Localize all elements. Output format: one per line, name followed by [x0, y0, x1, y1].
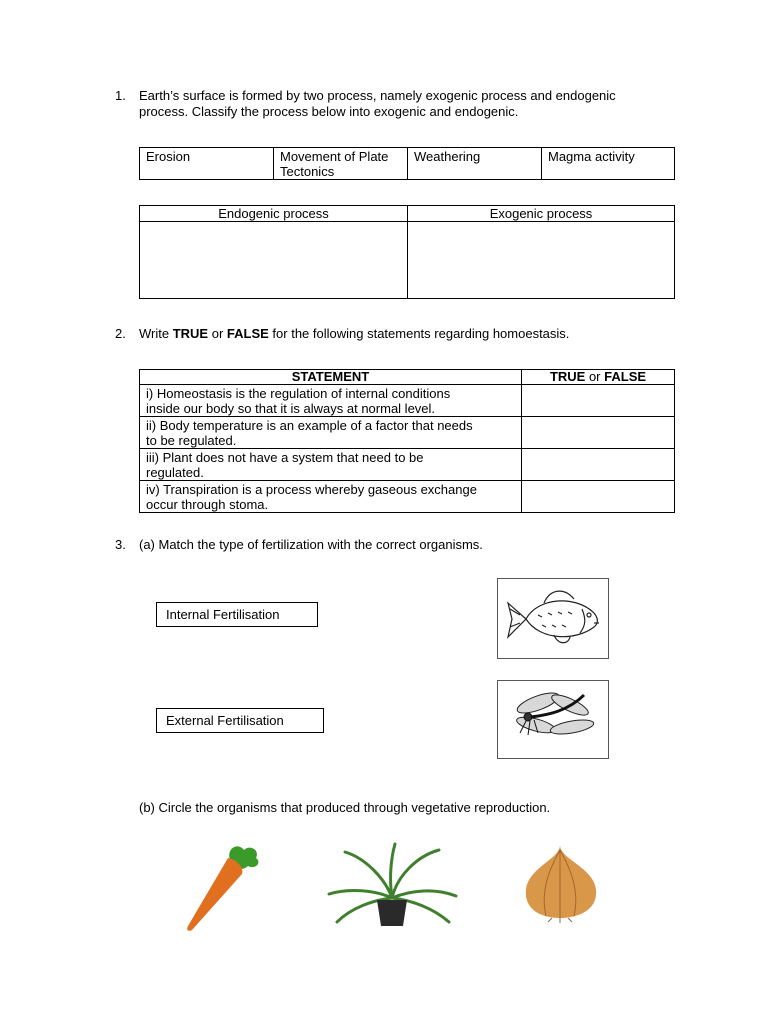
statement-cell — [140, 449, 522, 481]
process-name: Movement of Plate — [280, 149, 389, 164]
answer-cell[interactable] — [522, 417, 675, 449]
question-2-text-start: Write — [139, 326, 173, 341]
dragonfly-image[interactable] — [497, 680, 609, 759]
or-word: or — [208, 326, 227, 341]
question-3-number: 3. — [115, 537, 126, 552]
endogenic-header: Endogenic process — [140, 206, 408, 222]
statement-cell — [140, 417, 522, 449]
answer-cell[interactable] — [522, 385, 675, 417]
statement-line: occur through stoma. — [146, 497, 269, 512]
question-1-line-2: process. Classify the process below into exogenic and endogenic. — [139, 104, 519, 119]
statement-line: ii) Body temperature is an example of a factor that needs — [146, 418, 473, 433]
fern-image[interactable] — [325, 838, 460, 933]
statement-line: i) Homeostasis is the regulation of internal conditions — [146, 386, 451, 401]
statement-line: regulated. — [146, 465, 204, 480]
statement-line: to be regulated. — [146, 433, 237, 448]
process-cell — [140, 148, 274, 180]
true-header-word: TRUE — [549, 369, 586, 384]
true-false-header — [522, 370, 675, 385]
classification-table — [139, 205, 675, 299]
answer-cell[interactable] — [522, 449, 675, 481]
process-cell — [274, 148, 408, 180]
carrot-icon — [180, 842, 270, 934]
statement-line: inside our body so that it is always at normal level. — [146, 401, 436, 416]
process-name-continued: Tectonics — [280, 164, 335, 179]
false-header-word: FALSE — [604, 369, 647, 384]
process-cell — [542, 148, 675, 180]
fern-icon — [325, 838, 460, 933]
question-3a-text: (a) Match the type of fertilization with the correct organisms. — [139, 537, 483, 552]
carrot-image[interactable] — [180, 842, 270, 934]
fish-image[interactable] — [497, 578, 609, 659]
statement-cell — [140, 481, 522, 513]
process-name: Magma activity — [548, 149, 635, 164]
answer-cell[interactable] — [522, 481, 675, 513]
fish-icon — [498, 579, 608, 658]
statement-cell — [140, 385, 522, 417]
question-1-number: 1. — [115, 88, 126, 103]
internal-fertilisation-box[interactable]: Internal Fertilisation — [156, 602, 318, 627]
exogenic-header: Exogenic process — [408, 206, 675, 222]
statement-header — [140, 370, 522, 385]
question-1-line-1: Earth’s surface is formed by two process, namely exogenic process and endogenic — [139, 88, 616, 103]
exogenic-answer-cell[interactable] — [408, 222, 675, 299]
homeostasis-table — [139, 369, 675, 513]
onion-icon — [516, 838, 606, 923]
process-name: Weathering — [414, 149, 481, 164]
question-2-number: 2. — [115, 326, 126, 341]
process-name: Erosion — [146, 149, 191, 164]
false-word: FALSE — [226, 326, 269, 341]
true-word: TRUE — [172, 326, 209, 341]
dragonfly-icon — [498, 681, 608, 758]
statement-header-label: STATEMENT — [291, 369, 370, 384]
onion-image[interactable] — [516, 838, 606, 923]
statement-line: iii) Plant does not have a system that need to be — [146, 450, 424, 465]
or-header-word: or — [585, 369, 605, 384]
question-3b-text: (b) Circle the organisms that produced through vegetative reproduction. — [139, 800, 551, 815]
question-1-text — [139, 88, 616, 120]
question-2-text — [139, 326, 569, 342]
process-cell — [408, 148, 542, 180]
process-list-table — [139, 147, 675, 180]
endogenic-answer-cell[interactable] — [140, 222, 408, 299]
external-fertilisation-box[interactable]: External Fertilisation — [156, 708, 324, 733]
statement-line: iv) Transpiration is a process whereby gaseous exchange — [146, 482, 477, 497]
question-2-text-end: for the following statements regarding homoestasis. — [268, 326, 570, 341]
